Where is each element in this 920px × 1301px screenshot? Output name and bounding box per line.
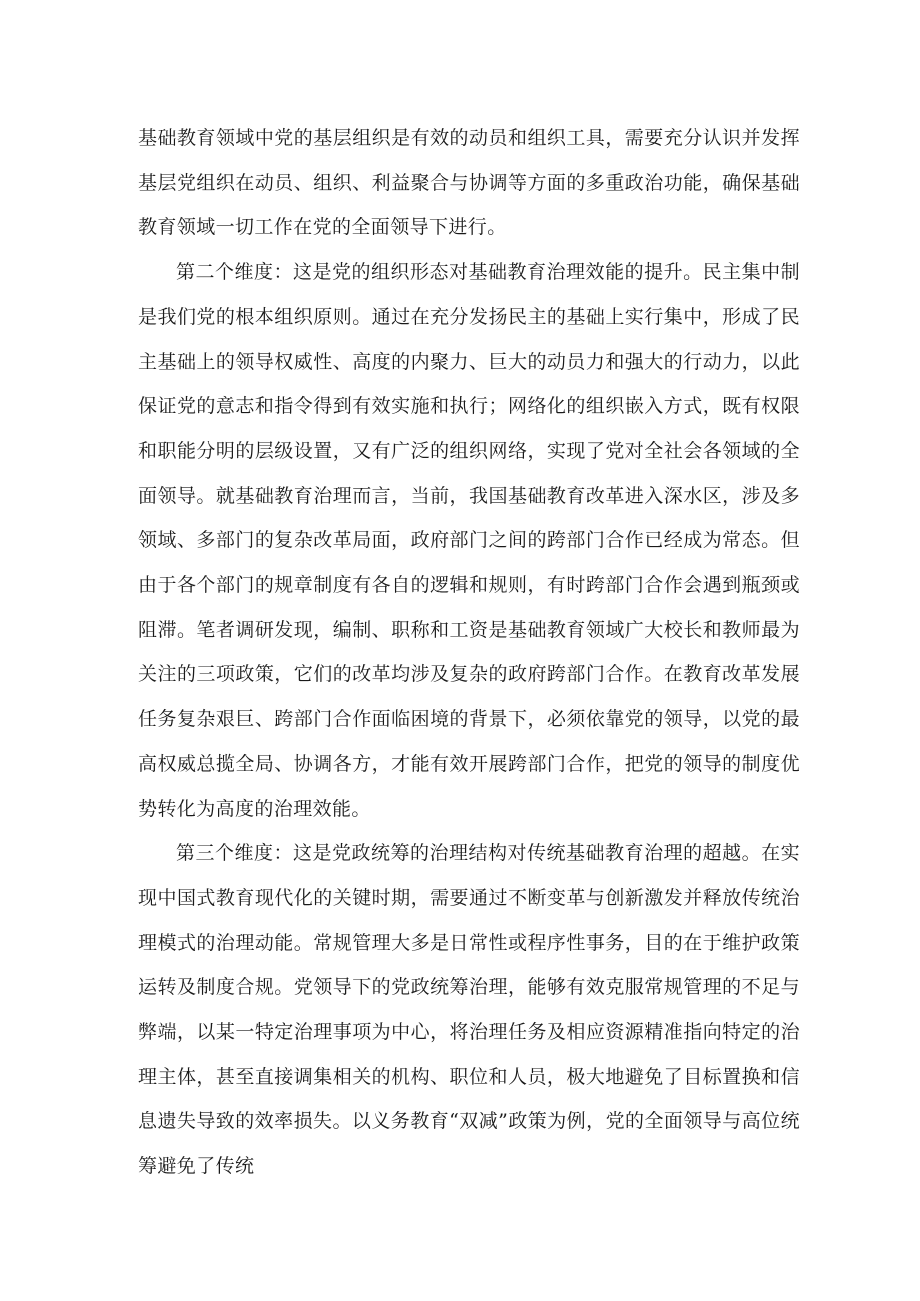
paragraph-2: 第二个维度：这是党的组织形态对基础教育治理效能的提升。民主集中制是我们党的根本组织原则。通过在充分发扬民主的基础上实行集中，形成了民主基础上的领导权威性、高度的内聚力、巨大的动员力和强大的行动力，以此保证党的意志和指令得到有效实施和执行；网络化的组织嵌入方式，既有权限和职能分明的层级设置，又有广泛的组织网络，实现了党对全社会各领域的全面领导。就基础教育治理而言，当前，我国基础教育改革进入深水区，涉及多领域、多部门的复杂改革局面，政府部门之间的跨部门合作已经成为常态。但由于各个部门的规章制度有各自的逻辑和规则，有时跨部门合作会遇到瓶颈或阻滞。笔者调研发现，编制、职称和工资是基础教育领域广大校长和教师最为关注的三项政策，它们的改革均涉及复杂的政府跨部门合作。在教育改革发展任务复杂艰巨、跨部门合作面临困境的背景下，必须依靠党的领导，以党的最高权威总揽全局、协调各方，才能有效开展跨部门合作，把党的领导的制度优势转化为高度的治理效能。 [138,261,800,820]
body-text [138,116,800,1189]
paragraph-1: 基础教育领域中党的基层组织是有效的动员和组织工具，需要充分认识并发挥基层党组织在动员、组织、利益聚合与协调等方面的多重政治功能，确保基础教育领域一切工作在党的全面领导下进行。 [138,127,800,239]
paragraph-3: 第三个维度：这是党政统筹的治理结构对传统基础教育治理的超越。在实现中国式教育现代化的关键时期，需要通过不断变革与创新激发并释放传统治理模式的治理动能。常规管理大多是日常性或程序性事务，目的在于维护政策运转及制度合规。党领导下的党政统筹治理，能够有效克服常规管理的不足与弊端，以某一特定治理事项为中心，将治理任务及相应资源精准指向特定的治理主体，甚至直接调集相关的机构、职位和人员，极大地避免了目标置换和信息遗失导致的效率损失。以义务教育“双减”政策为例，党的全面领导与高位统筹避免了传统 [138,842,800,1178]
